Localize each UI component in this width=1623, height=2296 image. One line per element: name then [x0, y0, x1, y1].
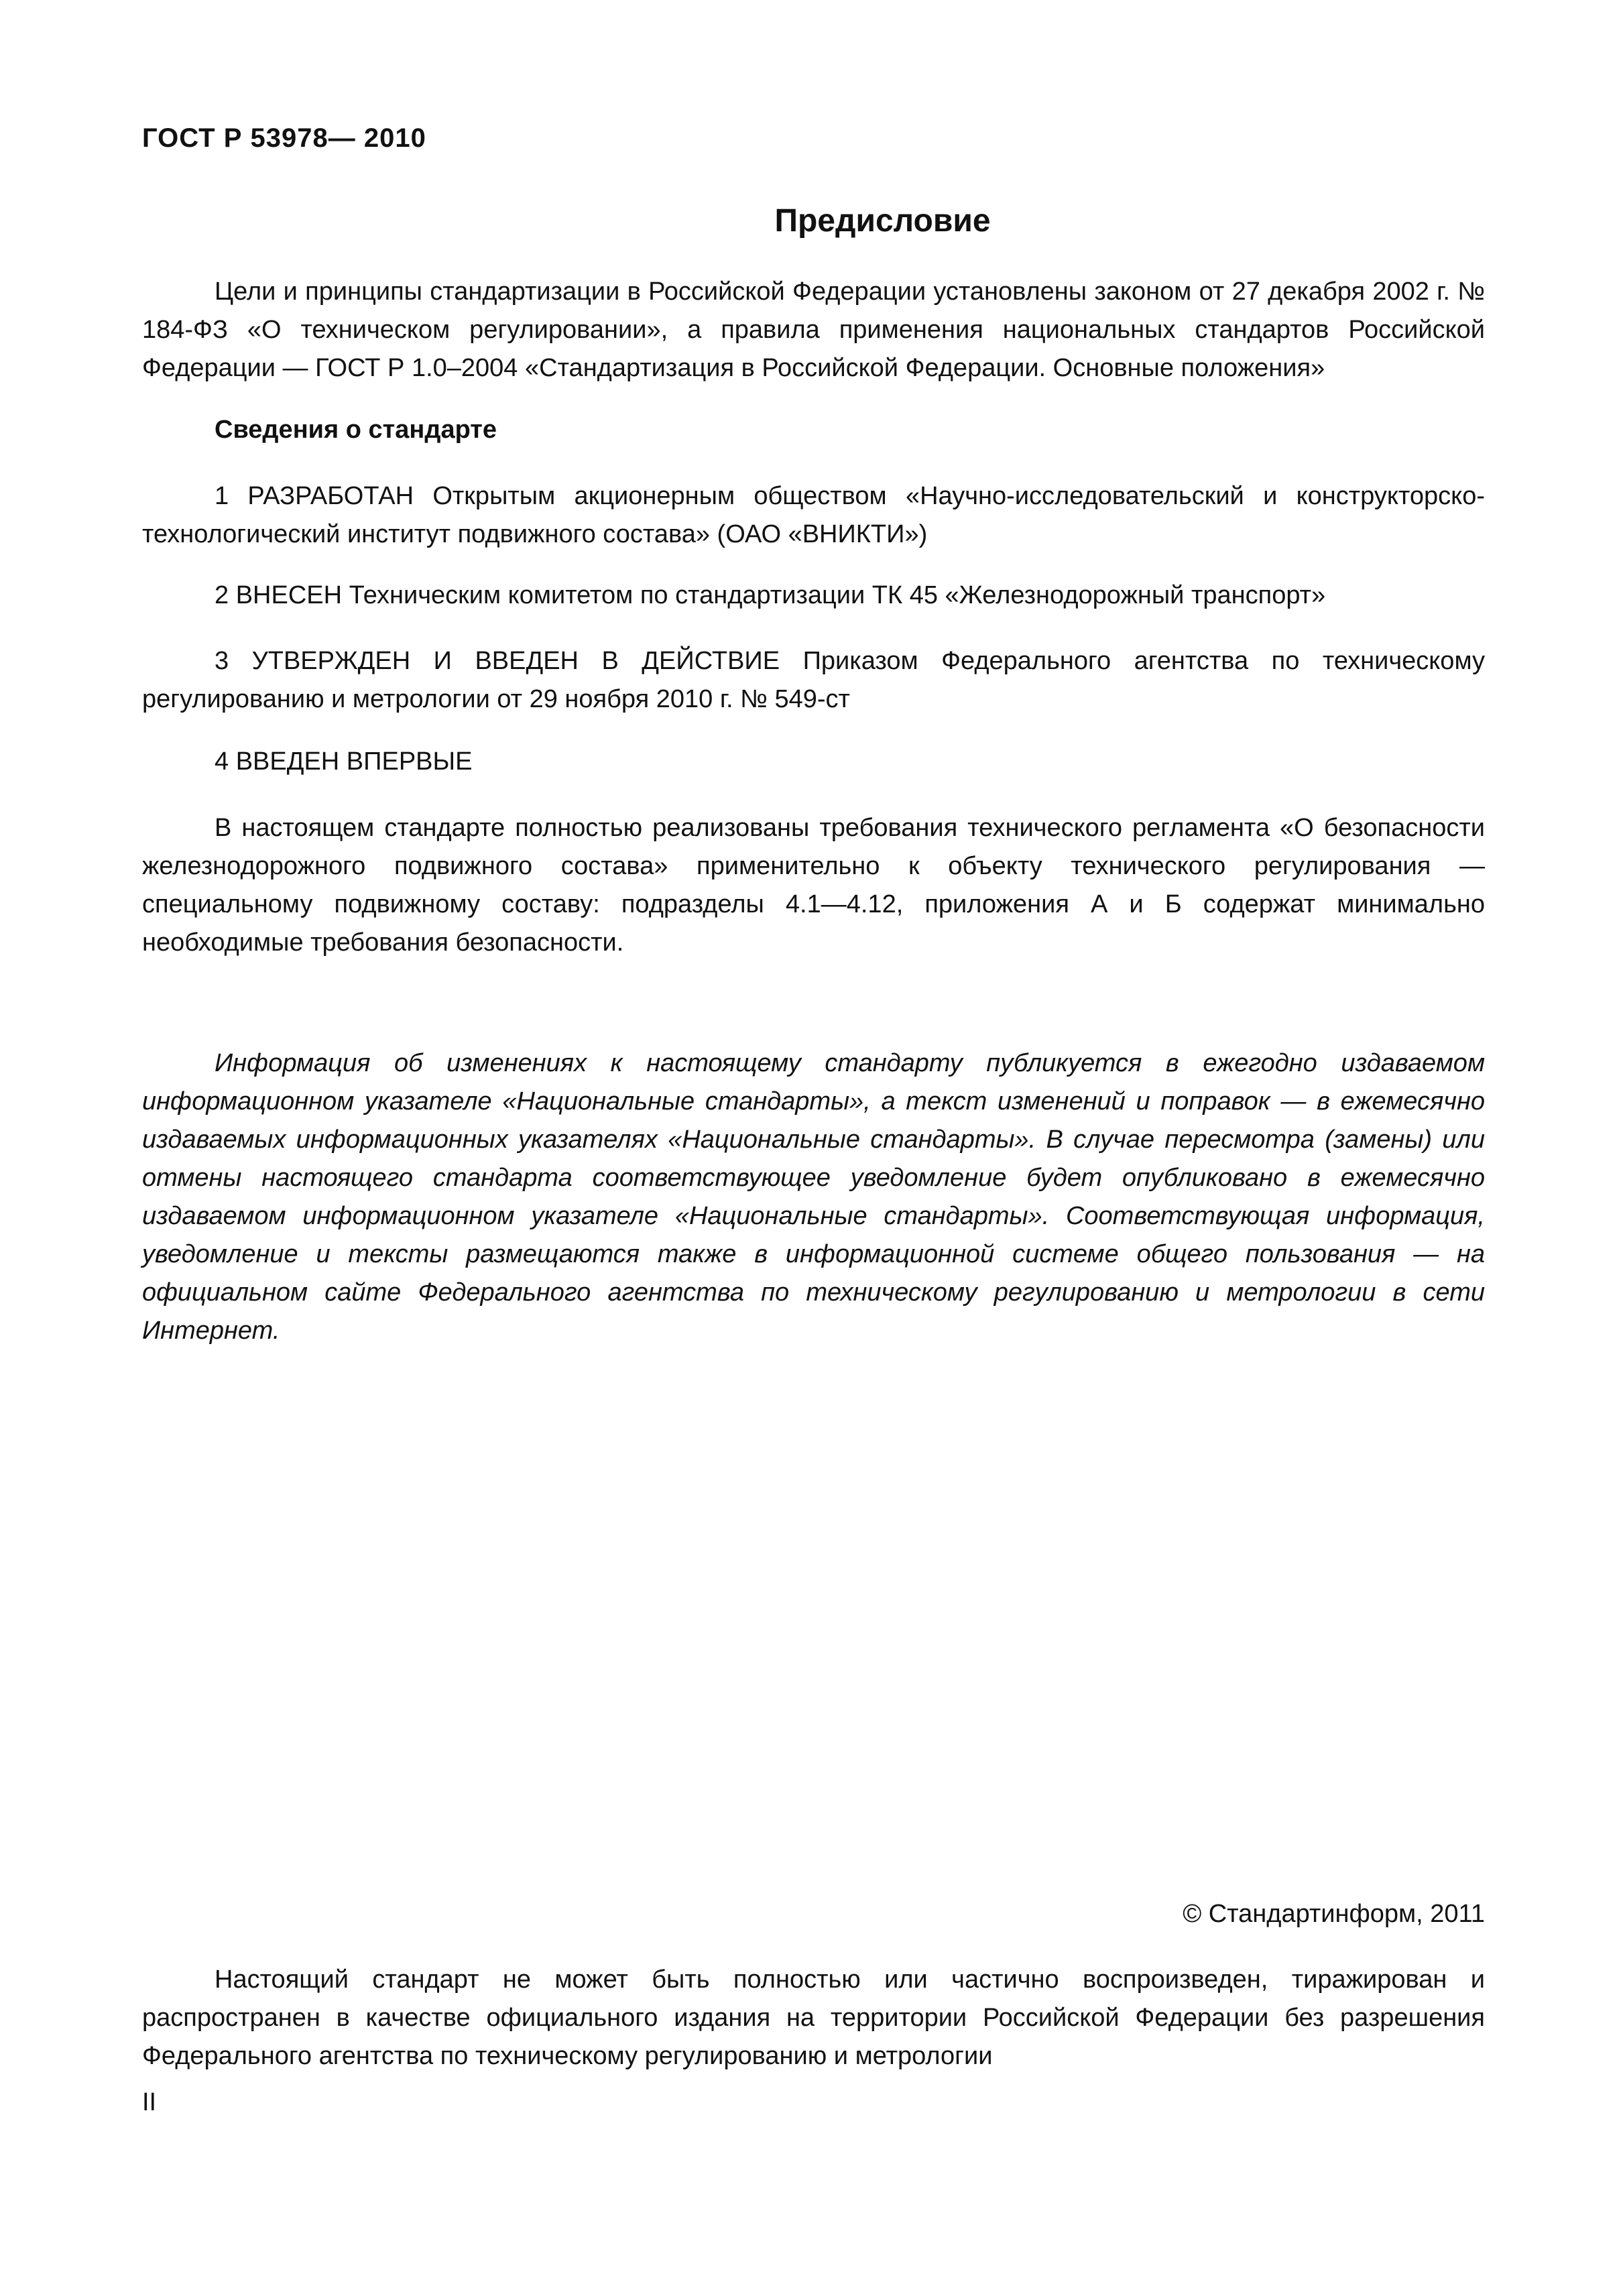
regulation-paragraph: В настоящем стандарте полностью реализованы требования технического регламента «О безопасности железнодорожного подвижного состава» применительно к объекту технического регулирования — специальному подвижному составу: подразделы 4.1—4.12, приложения А и Б содержат минимально необходимые требования безопасности.: [142, 814, 1485, 957]
document-header: ГОСТ Р 53978— 2010: [142, 123, 426, 153]
item-developed: 1 РАЗРАБОТАН Открытым акционерным обществом «Научно-исследовательский и конструкторско-технологический институт подвижного состава» (ОАО «ВНИКТИ»): [142, 482, 1485, 548]
intro-paragraph: Цели и принципы стандартизации в Российской Федерации установлены законом от 27 декабря 2002 г. № 184-ФЗ «О техническом регулировании», а правила применения национальных стандартов Российской Федерации — ГОСТ Р 1.0–2004 «Стандартизация в Российской Федерации. Основные положения»: [142, 278, 1485, 382]
item-approved: 3 УТВЕРЖДЕН И ВВЕДЕН В ДЕЙСТВИЕ Приказом Федерального агентства по техническому регулированию и метрологии от 29 ноября 2010 г. № 549-ст: [142, 647, 1485, 713]
page-number: II: [142, 2088, 157, 2116]
copyright: © Стандартинформ, 2011: [1183, 1900, 1485, 1928]
page-title: Предисловие: [774, 203, 991, 239]
reproduction-notice: Настоящий стандарт не может быть полностью или частично воспроизведен, тиражирован и распространен в качестве официального издания на территории Российской Федерации без разрешения Федерального агентства по техническому регулированию и метрологии: [142, 1966, 1485, 2070]
info-heading: Сведения о стандарте: [215, 416, 497, 444]
item-first-introduced: 4 ВВЕДЕН ВПЕРВЫЕ: [215, 747, 473, 776]
changes-info-paragraph: Информация об изменениях к настоящему стандарту публикуется в ежегодно издаваемом информационном указателе «Национальные стандарты», а текст изменений и поправок — в ежемесячно издаваемых информационных указателях «Национальные стандарты». В случае пересмотра (замены) или отмены настоящего стандарта соответствующее уведомление будет опубликовано в ежемесячно издаваемом информационном указателе «Национальные стандарты». Соответствующая информация, уведомление и тексты размещаются также в информационной системе общего пользования — на официальном сайте Федерального агентства по техническому регулированию и метрологии в сети Интернет.: [142, 1049, 1485, 1345]
item-introduced: 2 ВНЕСЕН Техническим комитетом по стандартизации ТК 45 «Железнодорожный транспорт»: [215, 581, 1326, 609]
